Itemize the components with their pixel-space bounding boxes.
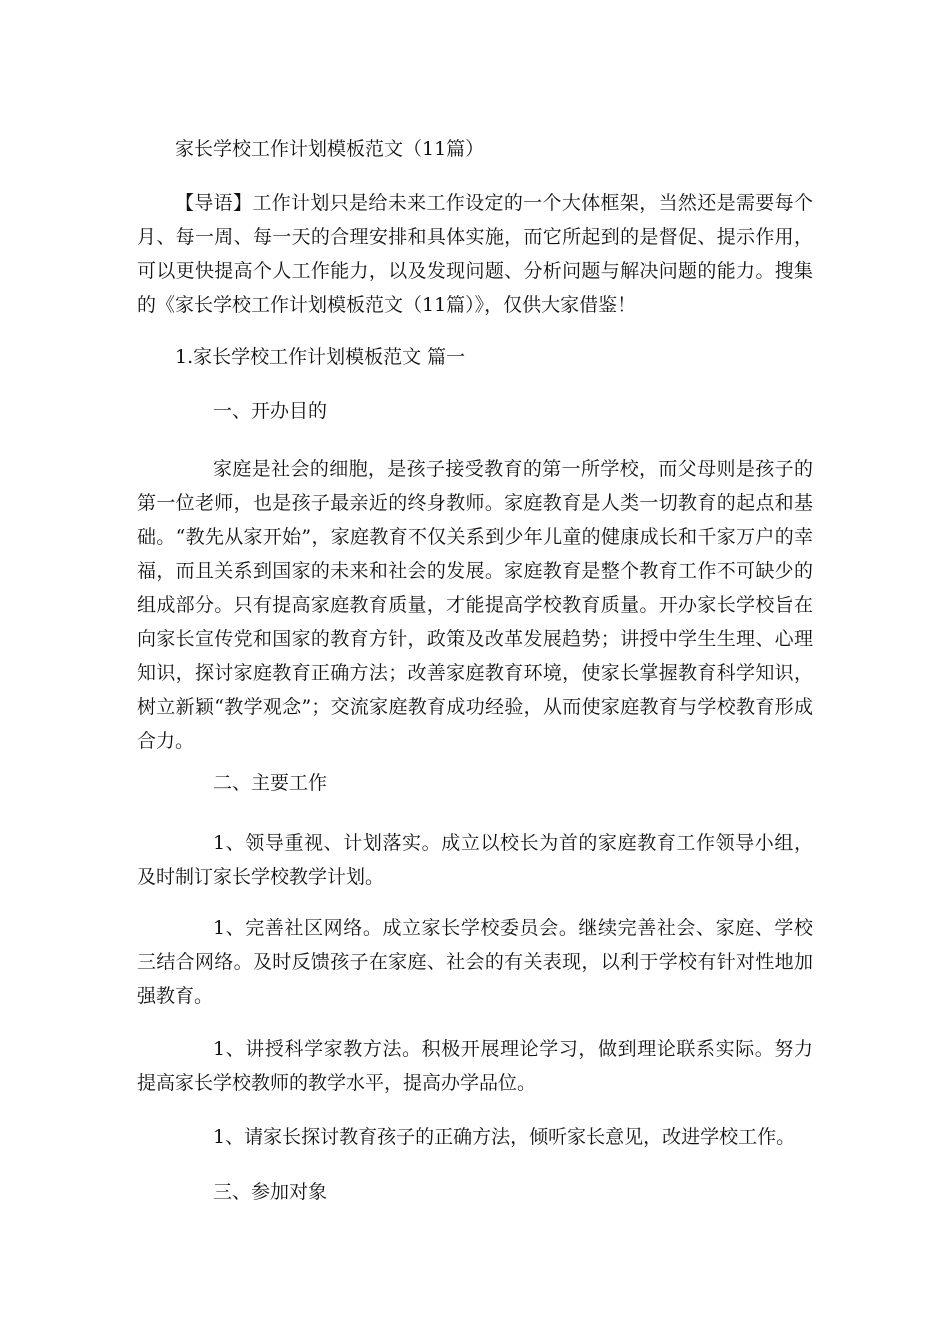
heading-purpose: 一、开办目的 [213, 400, 328, 422]
section-title: 1.家长学校工作计划模板范文 篇一 [175, 346, 466, 368]
work-item-teaching-methods: 1、讲授科学家教方法。积极开展理论学习，做到理论联系实际。努力提高家长学校教师的教学水平，提高办学品位。 [137, 1038, 813, 1094]
work-item-community-network: 1、完善社区网络。成立家长学校委员会。继续完善社会、家庭、学校三结合网络。及时反馈孩子在家庭、社会的有关表现，以利于学校有针对性地加强教育。 [137, 917, 813, 1007]
work-item-parent-feedback: 1、请家长探讨教育孩子的正确方法，倾听家长意见，改进学校工作。 [213, 1126, 796, 1148]
intro-paragraph: 【导语】工作计划只是给未来工作设定的一个大体框架，当然还是需要每个月、每一周、每一天的合理安排和具体实施，而它所起到的是督促、提示作用，可以更快提高个人工作能力，以及发现问题、分析问题与解决问题的能力。搜集的《家长学校工作计划模板范文（11篇）》，仅供大家借鉴！ [137, 192, 813, 316]
heading-main-work: 二、主要工作 [213, 772, 328, 794]
paragraph-purpose: 家庭是社会的细胞，是孩子接受教育的第一所学校，而父母则是孩子的第一位老师，也是孩子最亲近的终身教师。家庭教育是人类一切教育的起点和基础。“教先从家开始”，家庭教育不仅关系到少年儿童的健康成长和千家万户的幸福，而且关系到国家的未来和社会的发展。家庭教育是整个教育工作不可缺少的组成部分。只有提高家庭教育质量，才能提高学校教育质量。开办家长学校旨在向家长宣传党和国家的教育方针，政策及改革发展趋势；讲授中学生生理、心理知识，探讨家庭教育正确方法；改善家庭教育环境，使家长掌握教育科学知识，树立新颖“教学观念”；交流家庭教育成功经验，从而使家庭教育与学校教育形成合力。 [137, 458, 813, 752]
heading-participants: 三、参加对象 [213, 1181, 328, 1203]
work-item-leadership: 1、领导重视、计划落实。成立以校长为首的家庭教育工作领导小组，及时制订家长学校教学计划。 [137, 832, 813, 888]
document-title: 家长学校工作计划模板范文（11篇） [175, 138, 485, 160]
